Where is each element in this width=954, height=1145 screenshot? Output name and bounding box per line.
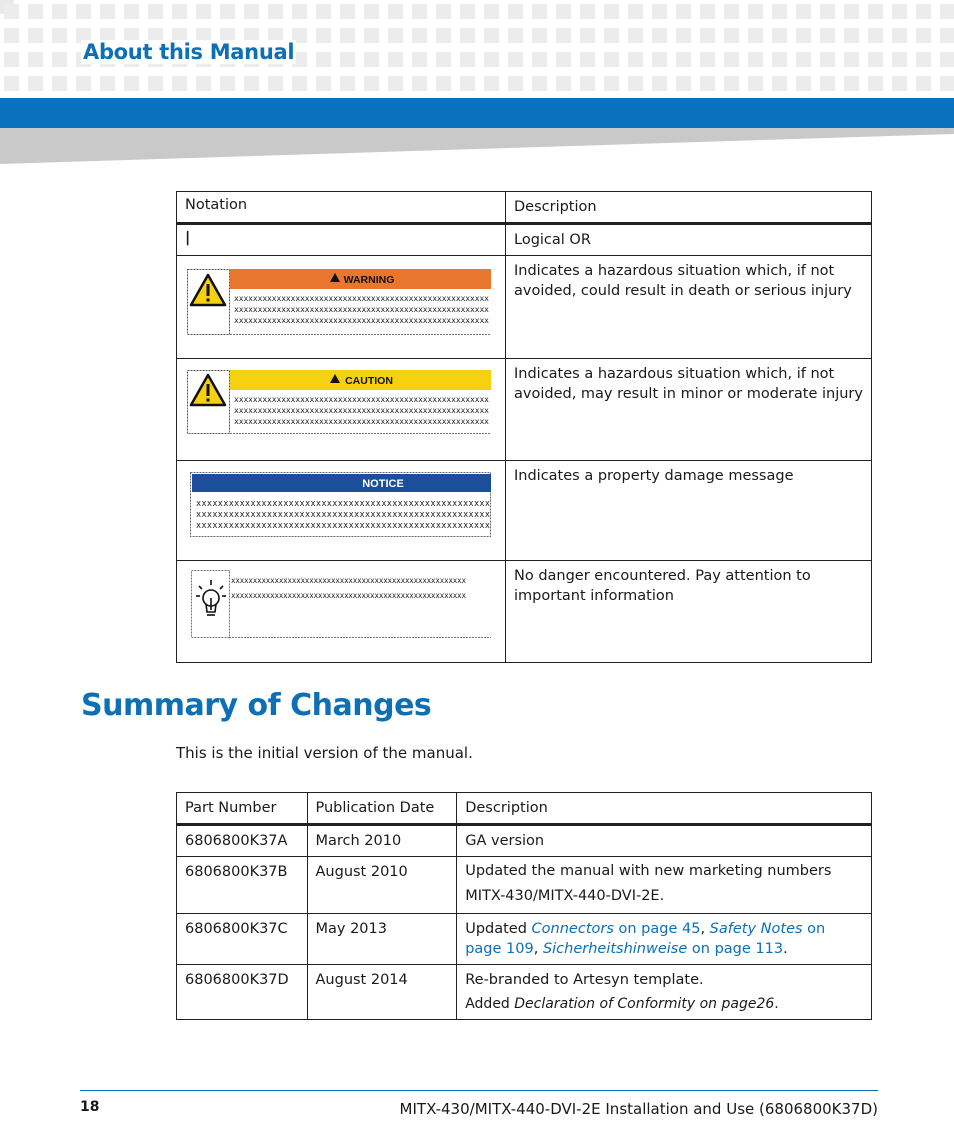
placeholder-text: xxxxxxxxxxxxxxxxxxxxxxxxxxxxxxxxxxxxxxxxxxxxxxxxxxxxxx	[234, 417, 489, 426]
col-header-description: Description	[457, 793, 872, 825]
changes-header-row	[177, 793, 872, 825]
date-cell: March 2010	[307, 825, 457, 857]
notice-sign	[190, 472, 496, 546]
table-row	[177, 224, 872, 256]
col-header-description: Description	[506, 192, 872, 224]
placeholder-text: xxxxxxxxxxxxxxxxxxxxxxxxxxxxxxxxxxxxxxxxxxxxxxxxxxxxxx	[234, 406, 489, 415]
footer-document-title: MITX-430/MITX-440-DVI-2E Installation and Use (6806800K37D)	[399, 1100, 878, 1118]
notation-header-row	[177, 192, 872, 224]
placeholder-text: xxxxxxxxxxxxxxxxxxxxxxxxxxxxxxxxxxxxxxxxxxxxxxxxxxxxxx	[196, 510, 490, 520]
placeholder-text: xxxxxxxxxxxxxxxxxxxxxxxxxxxxxxxxxxxxxxxxxxxxxxxxxxxxxx	[196, 499, 490, 509]
info-sign	[191, 570, 497, 650]
notice-banner-label: NOTICE	[362, 478, 404, 490]
placeholder-text: xxxxxxxxxxxxxxxxxxxxxxxxxxxxxxxxxxxxxxxxxxxxxxxxxxxxxx	[234, 316, 489, 325]
description-cell: Updated the manual with new marketing numbers MITX-430/MITX-440-DVI-2E.	[457, 857, 872, 914]
intro-text: This is the initial version of the manual.	[176, 744, 473, 762]
description-prefix: Updated	[465, 921, 532, 937]
link-sicherheitshinweise[interactable]: Sicherheitshinweise on page 113	[542, 941, 784, 957]
description-suffix: .	[783, 941, 788, 957]
placeholder-text: xxxxxxxxxxxxxxxxxxxxxxxxxxxxxxxxxxxxxxxxxxxxxxxxxxxxxx	[234, 305, 489, 314]
col-header-publication-date: Publication Date	[307, 793, 457, 825]
page-number: 18	[80, 1099, 100, 1115]
notation-cell: |	[177, 224, 506, 256]
date-cell: August 2014	[307, 965, 457, 1020]
footer-rule	[80, 1090, 878, 1091]
part-number-cell: 6806800K37A	[177, 825, 308, 857]
table-row	[177, 857, 872, 914]
section-title: Summary of Changes	[81, 688, 432, 723]
description-cell: Logical OR	[506, 224, 872, 256]
part-number-cell: 6806800K37B	[177, 857, 308, 914]
table-row	[177, 561, 872, 663]
declaration-reference: Declaration of Conformity on page26	[514, 996, 775, 1012]
description-cell: No danger encountered. Pay attention to important information	[506, 561, 872, 663]
separator: ,	[533, 941, 543, 957]
description-cell: Indicates a hazardous situation which, if not avoided, may result in minor or moderate injury	[506, 359, 872, 461]
col-header-notation: Notation	[177, 192, 506, 224]
header-gray-wedge	[0, 128, 954, 164]
part-number-cell: 6806800K37D	[177, 965, 308, 1020]
warning-sign-cell	[177, 256, 506, 359]
date-cell: August 2010	[307, 857, 457, 914]
col-header-part-number: Part Number	[177, 793, 308, 825]
placeholder-text: xxxxxxxxxxxxxxxxxxxxxxxxxxxxxxxxxxxxxxxxxxxxxxxxxxxxxx	[231, 591, 466, 600]
description-cell: Indicates a property damage message	[506, 461, 872, 561]
caution-sign	[187, 370, 493, 450]
date-cell: May 2013	[307, 914, 457, 965]
header-title: About this Manual	[83, 40, 295, 64]
placeholder-text: xxxxxxxxxxxxxxxxxxxxxxxxxxxxxxxxxxxxxxxxxxxxxxxxxxxxxx	[234, 294, 489, 303]
placeholder-text: xxxxxxxxxxxxxxxxxxxxxxxxxxxxxxxxxxxxxxxxxxxxxxxxxxxxxx	[196, 521, 490, 531]
caution-banner-label: CAUTION	[345, 375, 393, 387]
caution-sign-cell	[177, 359, 506, 461]
placeholder-text: xxxxxxxxxxxxxxxxxxxxxxxxxxxxxxxxxxxxxxxxxxxxxxxxxxxxxx	[234, 395, 489, 404]
link-safety-notes[interactable]: Safety Notes on page 109	[465, 921, 826, 957]
placeholder-text: xxxxxxxxxxxxxxxxxxxxxxxxxxxxxxxxxxxxxxxxxxxxxxxxxxxxxx	[231, 576, 466, 585]
info-sign-cell	[177, 561, 506, 663]
part-number-cell: 6806800K37C	[177, 914, 308, 965]
table-row	[177, 256, 872, 359]
separator: ,	[700, 921, 710, 937]
notice-banner	[192, 474, 491, 492]
description-cell: Indicates a hazardous situation which, if not avoided, could result in death or serious injury	[506, 256, 872, 359]
description-line: Re-branded to Artesyn template.	[465, 972, 704, 988]
notation-table	[176, 191, 872, 663]
table-row	[177, 965, 872, 1020]
description-cell	[457, 914, 872, 965]
table-row	[177, 359, 872, 461]
table-row	[177, 825, 872, 857]
description-cell	[457, 965, 872, 1020]
link-connectors[interactable]: Connectors on page 45	[531, 921, 701, 937]
table-row	[177, 914, 872, 965]
warning-sign	[187, 269, 493, 349]
header-blue-band	[0, 98, 954, 128]
table-row	[177, 461, 872, 561]
description-cell: GA version	[457, 825, 872, 857]
description-line-added: Added Declaration of Conformity on page26.	[465, 996, 779, 1012]
notice-sign-cell	[177, 461, 506, 561]
changes-table	[176, 792, 872, 1020]
warning-banner-label: WARNING	[343, 274, 395, 286]
